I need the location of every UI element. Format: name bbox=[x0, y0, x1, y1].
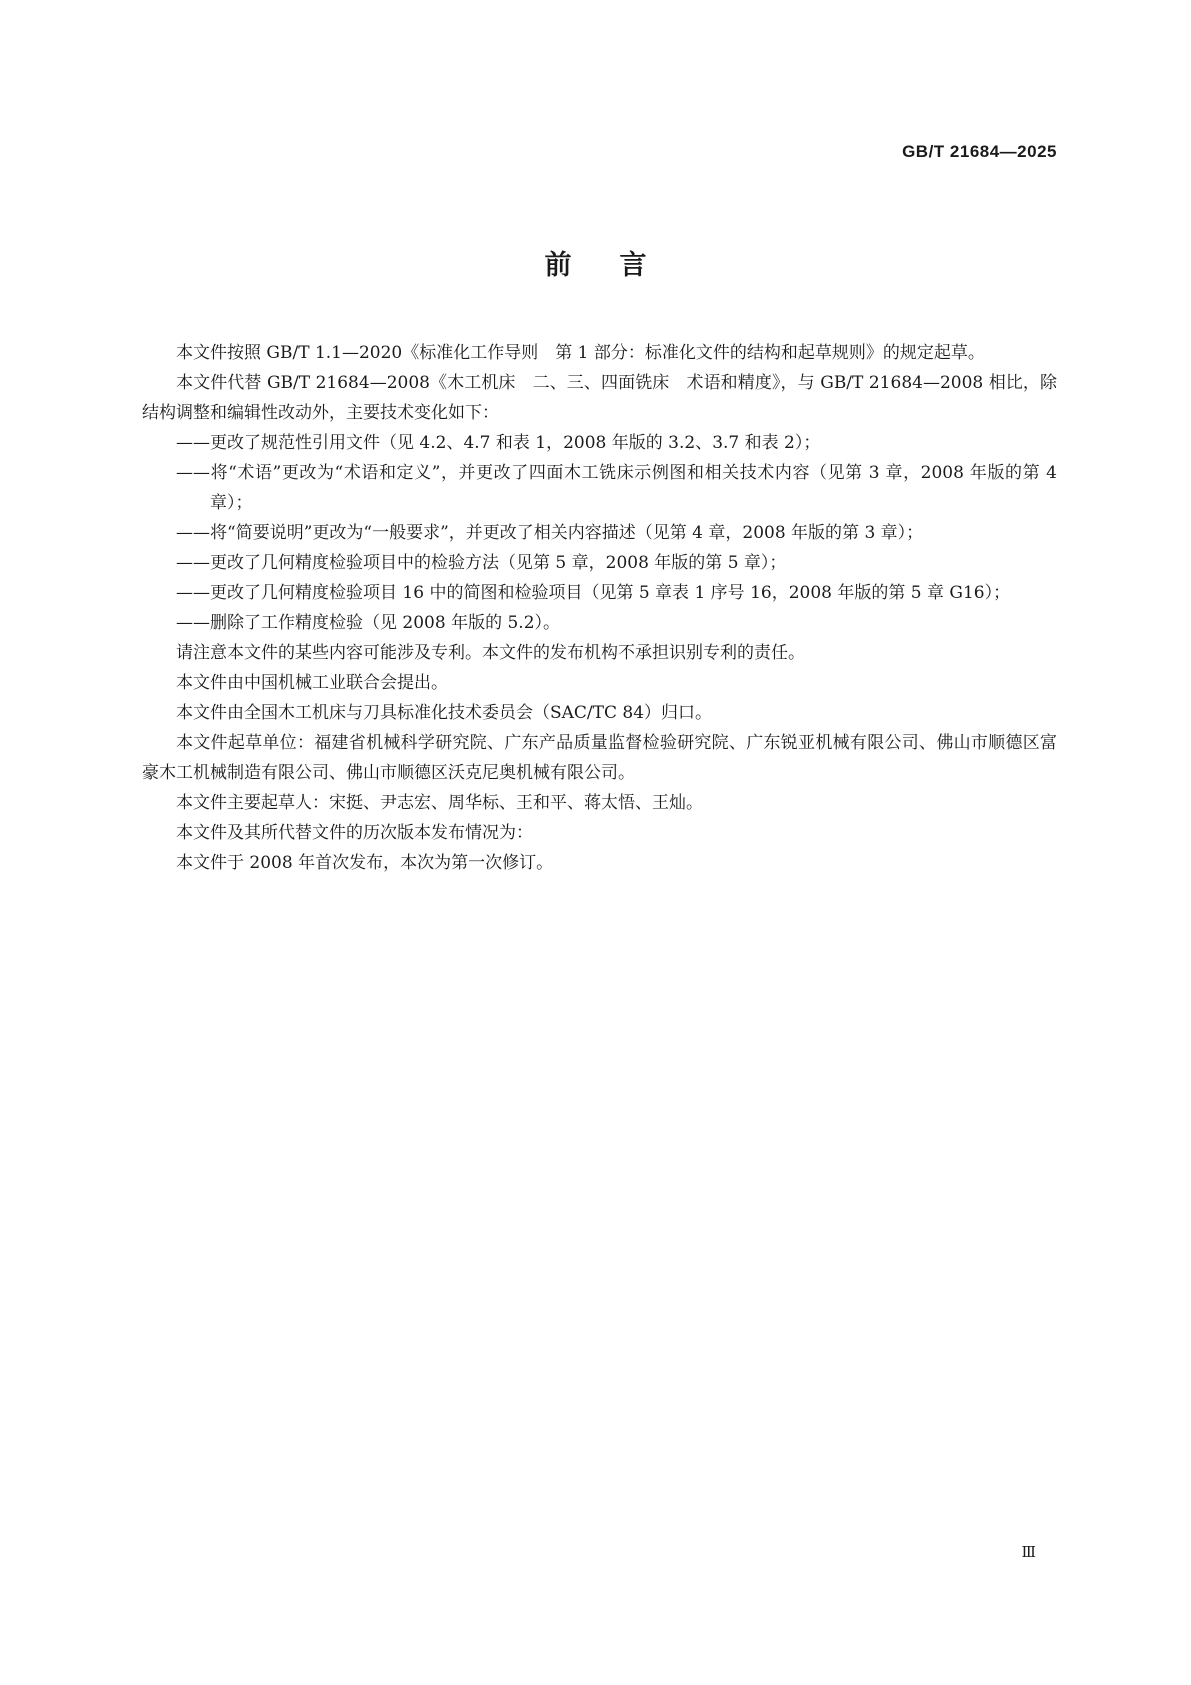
paragraph-drafting-rules: 本文件按照 GB/T 1.1—2020《标准化工作导则 第 1 部分：标准化文件的结构和起草规则》的规定起草。 bbox=[176, 343, 985, 363]
preface-body bbox=[142, 338, 1057, 878]
change-item: ——删除了工作精度检验（见 2008 年版的 5.2）。 bbox=[176, 613, 561, 633]
paragraph-proposer: 本文件由中国机械工业联合会提出。 bbox=[176, 673, 448, 693]
page-number: Ⅲ bbox=[1021, 1543, 1036, 1561]
paragraph-patent-notice: 请注意本文件的某些内容可能涉及专利。本文件的发布机构不承担识别专利的责任。 bbox=[176, 643, 805, 663]
change-item: ——更改了几何精度检验项目 16 中的简图和检验项目（见第 5 章表 1 序号 16，2008 年版的第 5 章 G16）； bbox=[176, 583, 1011, 603]
change-item: ——将“简要说明”更改为“一般要求”，并更改了相关内容描述（见第 4 章，2008 年版的第 3 章）； bbox=[176, 523, 924, 543]
changes-list bbox=[142, 428, 1057, 638]
paragraph-committee: 本文件由全国木工机床与刀具标准化技术委员会（SAC/TC 84）归口。 bbox=[176, 703, 713, 723]
change-item: ——更改了规范性引用文件（见 4.2、4.7 和表 1，2008 年版的 3.2、3.7 和表 2）； bbox=[176, 433, 821, 453]
change-item: ——更改了几何精度检验项目中的检验方法（见第 5 章，2008 年版的第 5 章）； bbox=[176, 553, 787, 573]
change-item: ——将“术语”更改为“术语和定义”，并更改了四面木工铣床示例图和相关技术内容（见第 3 章，2008 年版的第 4 章）； bbox=[176, 463, 1057, 513]
paragraph-drafters: 本文件主要起草人：宋挺、尹志宏、周华标、王和平、蒋太悟、王灿。 bbox=[176, 793, 703, 813]
page-title: 前言 bbox=[544, 250, 695, 281]
paragraph-history: 本文件于 2008 年首次发布，本次为第一次修订。 bbox=[176, 853, 554, 873]
paragraph-drafting-units: 本文件起草单位：福建省机械科学研究院、广东产品质量监督检验研究院、广东锐亚机械有限公司、佛山市顺德区富豪木工机械制造有限公司、佛山市顺德区沃克尼奥机械有限公司。 bbox=[142, 733, 1057, 783]
paragraph-history-intro: 本文件及其所代替文件的历次版本发布情况为： bbox=[176, 823, 533, 843]
paragraph-replacement: 本文件代替 GB/T 21684—2008《木工机床 二、三、四面铣床 术语和精度》，与 GB/T 21684—2008 相比，除结构调整和编辑性改动外，主要技术变化如下： bbox=[142, 373, 1057, 423]
standard-code: GB/T 21684—2025 bbox=[902, 142, 1057, 161]
